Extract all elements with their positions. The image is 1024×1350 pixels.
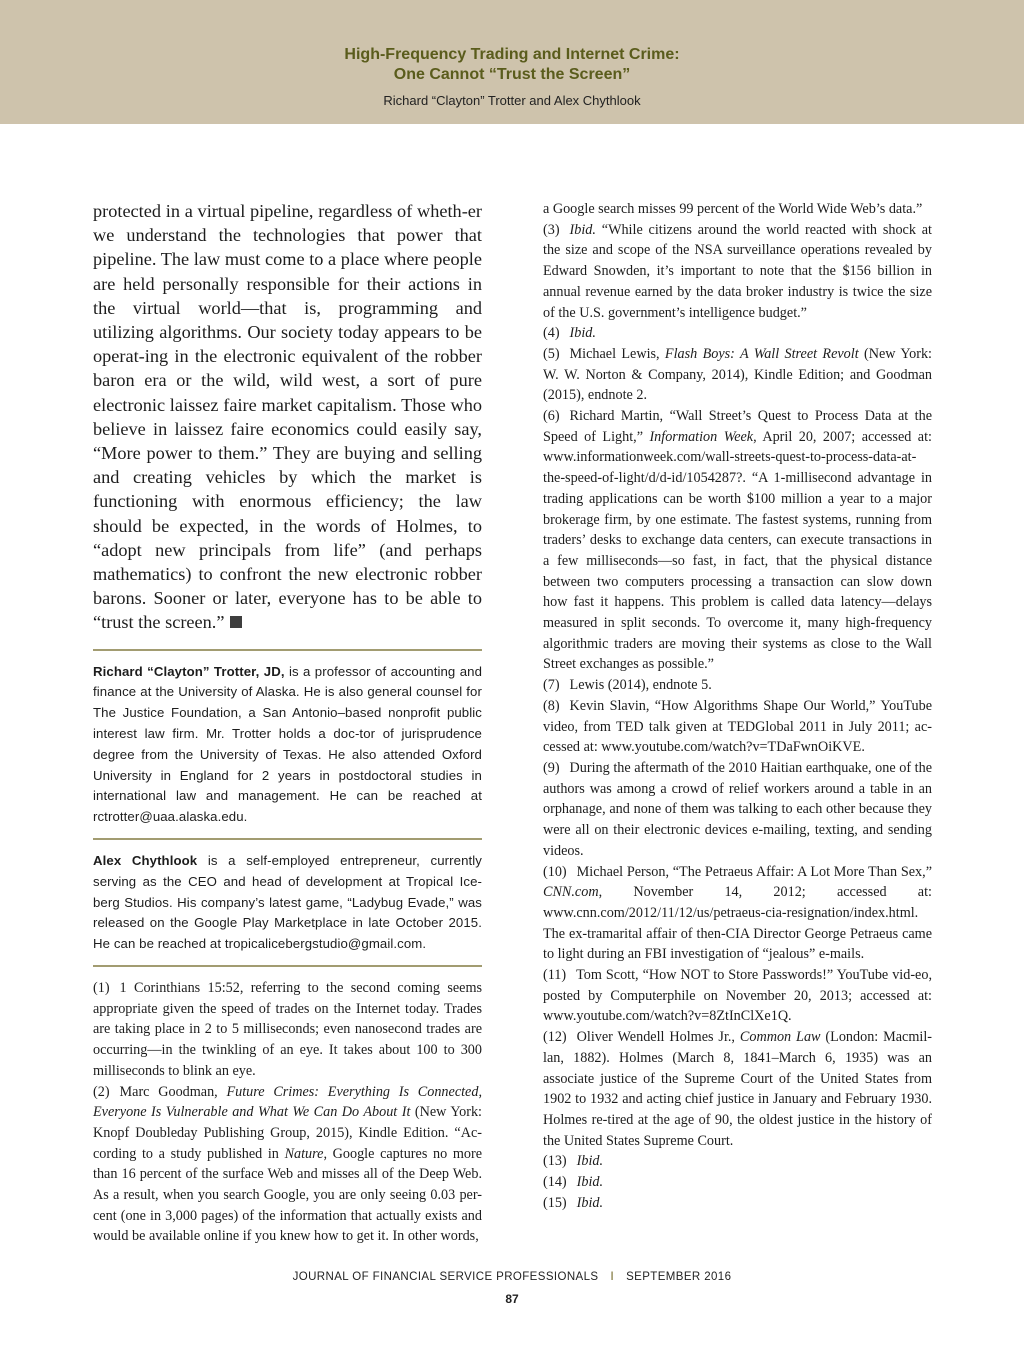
endnote-number: (7) <box>543 677 560 694</box>
endnote <box>543 965 932 1027</box>
bio-name: Richard “Clayton” Trotter, JD, <box>93 663 285 679</box>
endnote <box>543 344 932 406</box>
endnote-number: (9) <box>543 759 560 776</box>
endnote-text: Kevin Slavin, “How Algorithms Shape Our World,” YouTube video, from TED talk given at TEDGlobal 2011 in July 2011; ac-cessed at: www.youtube.com/watch?v=TDaFwnOiKVE. <box>543 697 932 756</box>
endnote-text: Oliver Wendell Holmes Jr., <box>576 1029 740 1046</box>
endnote-text: Ibid. <box>576 1153 604 1170</box>
endnote-number: (5) <box>543 345 560 362</box>
endnote-text: (London: Macmil-lan, 1882). Holmes (March 8, 1841–March 6, 1935) was an associate justice of the Supreme Court of the United States from 1902 to 1932 and acting chief justice in January and February 1930. Holmes re-tired at the age of 90, the oldest justice in the history of the United States Supreme Court. <box>543 1029 932 1149</box>
endnote <box>543 406 932 675</box>
article-title-line2: One Cannot “Trust the Screen” <box>393 66 631 83</box>
issue-date: SEPTEMBER 2016 <box>626 1271 732 1283</box>
endnote-text: 1 Corinthians 15:52, referring to the second coming seems appropriate given the speed of trades on the Internet today. Trades are taking place in 2 to 5 milliseconds; even nanosecond trades are occurring—in the twinkling of an eye. It takes about 100 to 300 milliseconds to blink an eye. <box>93 980 482 1079</box>
bio-text: is a self-employed entrepreneur, currently serving as the CEO and head of development at Tropical Ice-berg Studios. His company’s latest game, “Ladybug Evade,” was released on the Google Play Marketplace in late October 2015. He can be reached at tropicalicebergstudio@gmail.com. <box>93 853 482 952</box>
endnote-text: , April 20, 2007; accessed at: www.informationweek.com/wall-streets-quest-to-process-data-at-the-speed-of-light/d/d-id/1054287?. “A 1-millisecond advantage in trading applications can be worth $100 million a year to a major brokerage firm, by one estimate. The fastest systems, running from traders’ desks to exchange data centers, can execute transactions in a few milliseconds—so fast, in fact, that the physical distance between two computers processing a transaction can slow down how fast it happens. This problem is called data latency—delays measured in split seconds. To overcome it, many high-frequency algorithmic traders are moving their systems as close to the Wall Street exchanges as possible.” <box>543 428 932 673</box>
endnote-text: During the aftermath of the 2010 Haitian earthquake, one of the authors was among a crowd of relief workers around a table in an orphanage, and none of them was talking to each other because they were all on their electronic devices e-mailing, texting, and sending videos. <box>543 759 932 859</box>
endnote <box>543 1193 932 1214</box>
footer-journal <box>0 1271 1024 1283</box>
endnote <box>543 1151 932 1172</box>
body-paragraph-text: protected in a virtual pipeline, regardless of wheth-er we understand the technologies that power that pipeline. The law must come to a place where people are held personally responsible for their actions in the virtual world—that is, programming and utilizing algorithms. Our society today appears to be operat-ing in the electronic equivalent of the robber baron era or the wild, wild west, a sort of pure electronic laissez faire market capitalism. Those who believe in laissez faire economics could easily say, “More power to them.” They are buying and selling and creating vehicles by which the market is functioning with enormous efficiency; the law should be expected, in the words of Holmes, to “adopt new principals from life” (and perhaps mathematics) to confront the new electronic robber barons. Sooner or later, everyone has to be able to “trust the screen.” <box>93 201 482 633</box>
article-title-line1: High-Frequency Trading and Internet Crime: <box>344 46 680 63</box>
bio-text: is a professor of accounting and finance at the University of Alaska. He is also general counsel for The Justice Foundation, a San Antonio–based nonprofit public interest law firm. Mr. Trotter holds a doc-tor of jurisprudence degree from the University of Texas. He also attended Oxford University in England for 2 years in postdoctoral studies in international law and management. He can be reached at rctrotter@uaa.alaska.edu. <box>93 663 482 825</box>
endnote-text: Ibid. <box>569 325 596 342</box>
endnote <box>93 978 482 1082</box>
endnotes-left <box>93 978 482 1247</box>
right-column <box>543 199 932 1213</box>
author-bio-trotter <box>93 662 482 828</box>
endnote-text: Michael Lewis, <box>569 345 665 362</box>
footer-separator: I <box>610 1271 615 1283</box>
endnote <box>543 696 932 758</box>
endnote-number: (8) <box>543 697 560 714</box>
divider-rule <box>93 838 482 840</box>
endnote-text: Tom Scott, “How NOT to Store Passwords!” YouTube vid-eo, posted by Computerphile on November 20, 2013; accessed at: www.youtube.com/watch?v=8ZtInClXe1Q. <box>543 967 932 1025</box>
body-paragraph <box>93 199 482 635</box>
endnote-text: “While citizens around the world reacted with shock at the size and scope of the NSA surveillance operations revealed by Edward Snowden, it’s important to note that the $156 billion in annual revenue earned by the data broker industry is twice the size of the U.S. government’s intelligence budget.” <box>543 221 932 321</box>
endnote-text: Flash Boys: A Wall Street Revolt <box>664 345 859 362</box>
endnote <box>93 1082 482 1248</box>
endnote-text: Richard Martin, “Wall Street’s Quest to Process Data at the Speed of Light,” <box>543 408 932 445</box>
endnote-number: (14) <box>543 1174 567 1191</box>
endnote <box>543 758 932 862</box>
endnote-text: Future Crimes: Everything Is Connected, Everyone Is Vulnerable and What We Can Do About It <box>93 1083 482 1121</box>
endnote <box>543 675 932 696</box>
endnote <box>543 1172 932 1193</box>
endnote-text: (New York: W. W. Norton & Company, 2014), Kindle Edition; and Goodman (2015), endnote 2. <box>543 345 933 404</box>
endnote-number: (10) <box>543 863 567 880</box>
endnote-number: (4) <box>543 325 560 342</box>
endnote-number: (12) <box>543 1029 567 1046</box>
endnote-number: (11) <box>543 967 567 984</box>
endnote <box>543 1027 932 1151</box>
endnote-text: CNN.com <box>543 884 599 901</box>
endnote-text: Nature <box>284 1145 324 1162</box>
endnote-number: (13) <box>543 1153 567 1170</box>
endnote-text: Ibid. <box>569 221 596 238</box>
endnote-text: Marc Goodman, <box>119 1083 227 1100</box>
left-column <box>93 199 482 1247</box>
endnote-text: , November 14, 2012; accessed at: www.cnn.com/2012/11/12/us/petraeus-cia-resignation/index.html. The ex-tramarital affair of then-CIA Director George Petraeus came to light during an FBI investigation of “jealous” e-mails. <box>543 884 932 963</box>
endnote <box>543 199 932 220</box>
article-authors: Richard “Clayton” Trotter and Alex Chythlook <box>383 93 641 108</box>
endnote-text: (New York: Knopf Doubleday Publishing Group, 2015), Kindle Edition. “Ac-cording to a study published in <box>93 1104 483 1162</box>
endnote-number: (1) <box>93 980 110 997</box>
endnote-number: (6) <box>543 408 560 425</box>
endnotes-right <box>543 199 932 1213</box>
endnote-text: , Google captures no more than 16 percent of the surface Web and misses all of the Deep Web. As a result, when you search Google, you are only seeing 0.03 per-cent (one in 3,000 pages) of the information that actually exists and would be available online if you knew how to get it. In other words, <box>93 1145 482 1245</box>
endnote-text: Common Law <box>739 1029 821 1046</box>
endnote-text: a Google search misses 99 percent of the World Wide Web’s data.” <box>543 201 923 217</box>
endnote <box>543 220 932 324</box>
endnote-text: Information Week <box>649 428 754 445</box>
endnote-text: Ibid. <box>576 1174 604 1191</box>
journal-name: JOURNAL OF FINANCIAL SERVICE PROFESSIONALS <box>292 1271 599 1283</box>
endnote <box>543 323 932 344</box>
header-band <box>0 0 1024 124</box>
bio-name: Alex Chythlook <box>93 853 198 869</box>
endnote-number: (3) <box>543 221 560 238</box>
end-of-article-mark <box>230 616 242 628</box>
divider-rule <box>93 649 482 651</box>
endnote-text: Michael Person, “The Petraeus Affair: A Lot More Than Sex,” <box>576 863 932 880</box>
endnote-text: Ibid. <box>576 1194 604 1211</box>
endnote-number: (2) <box>93 1083 110 1100</box>
endnote <box>543 862 932 966</box>
author-bio-chythlook <box>93 851 482 955</box>
endnote-number: (15) <box>543 1194 567 1211</box>
page-number: 87 <box>505 1292 519 1306</box>
divider-rule <box>93 965 482 967</box>
endnote-text: Lewis (2014), endnote 5. <box>569 677 712 694</box>
